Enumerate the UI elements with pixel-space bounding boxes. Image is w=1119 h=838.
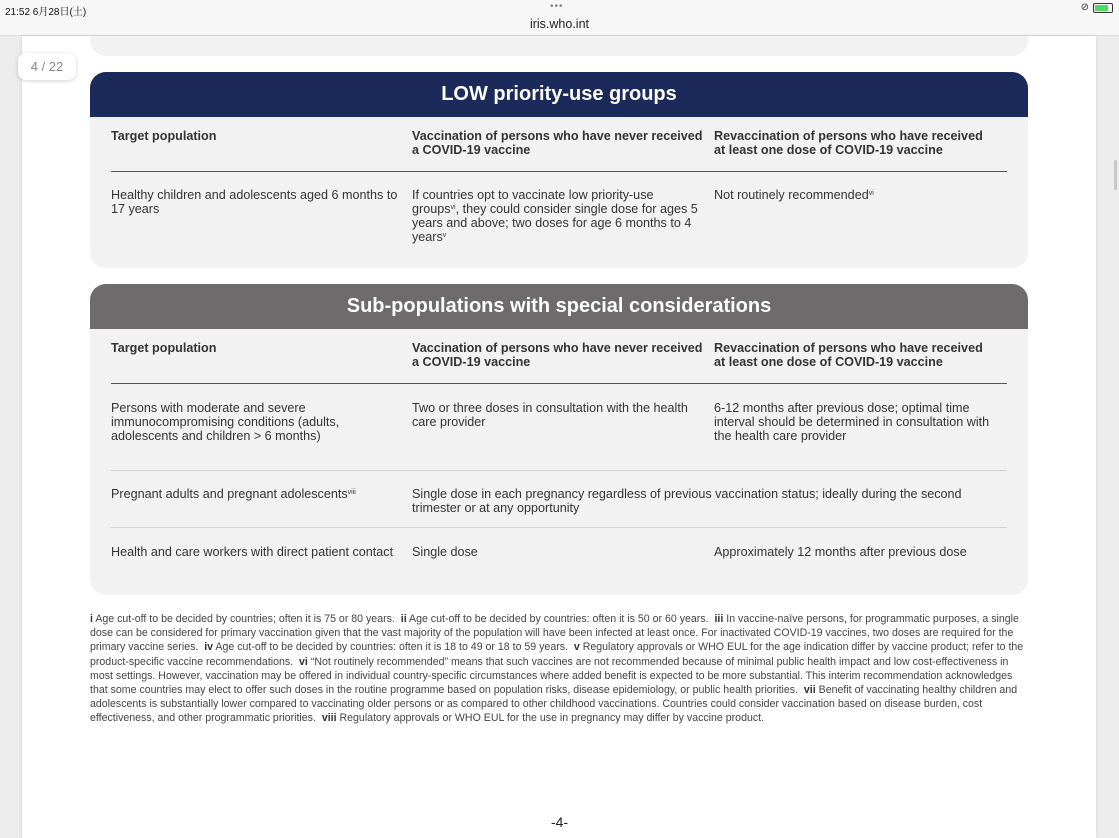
footnotes [90,612,1030,726]
revaccination-cell: 6-12 months after previous dose; optimal time interval should be determined in consultation with the health care provider [714,401,990,443]
footnote-text: Regulatory approvals or WHO EUL for the use in pregnancy may differ by vaccine product. [339,712,765,725]
page-number: -4- [550,814,569,830]
footnote-mark: i [90,613,93,625]
status-time: 21:52 6月28日(土) [5,7,87,18]
table-row [111,528,1007,559]
footnote-mark: vi [299,655,308,668]
link-icon: ⊘ [1080,2,1089,13]
footnote-mark: iv [204,641,214,654]
table-row [111,471,1007,528]
low-priority-table [90,72,1028,268]
combined-cell: Single dose in each pregnancy regardless of previous vaccination status; ideally during the second trimester or at any opportunity [412,487,962,515]
more-options-icon[interactable]: ••• [550,1,564,12]
header-vaccination: Vaccination of persons who have never received a COVID-19 vaccine [412,341,703,369]
footnote-text: Regulatory approvals or WHO EUL for the age indication differ by vaccine product; refer to the product-specific vaccine recommendations. [90,641,1024,668]
low-priority-title: LOW priority-use groups [90,72,1028,117]
table-header-row [111,329,1007,384]
header-vaccination: Vaccination of persons who have never received a COVID-19 vaccine [412,129,703,157]
footnote-text: Age cut-off to be decided by countries: often it is 50 or 60 years. [409,613,709,625]
revaccination-cell: Not routinely recommended$^{vi}$ [714,188,874,202]
header-target-population: Target population [111,129,217,143]
battery-icon [1093,3,1113,13]
scrollbar[interactable] [1114,160,1117,190]
system-icons [1081,2,1113,13]
footnote-mark: vii [803,684,816,697]
header-target-population: Target population [111,341,217,355]
vaccination-cell: Single dose [412,545,478,559]
footnote-mark: viii [321,712,337,725]
table-header-row [111,117,1007,172]
footnote-text: “Not routinely recommended” means that such vaccines are not recommended because of minimal public health impact and low cost-effectiveness in most settings. However, vaccination may be offered in individual country-specific circumstances where added benefit is expected to be more substantial. This interim recommendation acknowledges that some countries may elect to offer such doses in the routine programme based on population risks, disease epidemiology, or public health priorities. [90,655,1013,697]
page-indicator[interactable]: 4 / 22 [18,53,76,80]
target-cell: Healthy children and adolescents aged 6 months to 17 years [111,188,398,216]
vaccination-cell: If countries opt to vaccinate low priority-use groups$^{vi}$, they could consider single dose for ages 5 years and above; two doses for age 6 months to 4 years$^v$ [412,188,698,244]
revaccination-cell: Approximately 12 months after previous dose [714,545,967,559]
table-row [111,384,1007,471]
footnote-text: Benefit of vaccinating healthy children and adolescents is substantially lower compared to vaccinating older persons or as compared to other childhood vaccinations. Countries could consider vaccination based on disease burden, cost effectiveness, and other programmatic priorities. [90,684,1018,725]
header-revaccination: Revaccination of persons who have received at least one dose of COVID-19 vaccine [714,129,983,157]
footnote-mark: v [573,641,580,654]
url-address[interactable]: iris.who.int [529,17,590,31]
footnote-text: Age cut-off to be decided by countries; often it is 75 or 80 years. [95,613,395,625]
footnote-text: In vaccine-naïve persons, for programmatic purposes, a single dose can be considered for primary vaccination given that the vast majority of the population will have been infected at least once. For inactivated COVID-19 vaccines, two doses are required for the primary vaccine series. [90,613,1019,654]
vaccination-cell: Two or three doses in consultation with the health care provider [412,401,688,429]
special-considerations-table [90,284,1028,595]
target-cell: Persons with moderate and severe immunocompromising conditions (adults, adolescents and children > 6 months) [111,401,340,443]
previous-table-end [90,36,1028,56]
header-revaccination: Revaccination of persons who have received at least one dose of COVID-19 vaccine [714,341,983,369]
target-cell: Pregnant adults and pregnant adolescents$^{viii}$ [111,487,356,501]
special-considerations-title: Sub-populations with special considerations [90,284,1028,329]
footnote-mark: iii [714,613,724,625]
footnote-mark: ii [400,613,407,625]
browser-top-bar [0,0,1119,36]
footnote-text: Age cut-off to be decided by countries: often it is 18 to 49 or 18 to 59 years. [215,641,568,654]
target-cell: Health and care workers with direct patient contact [111,545,394,559]
table-row [111,172,1007,244]
